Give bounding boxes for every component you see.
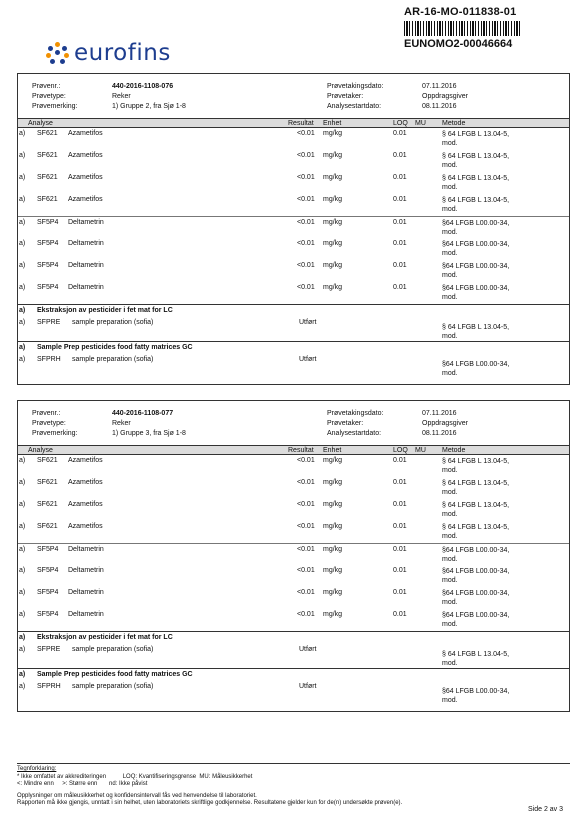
- prep-group-title: Sample Prep pesticides food fatty matrices GC: [37, 671, 193, 678]
- method-value: [442, 284, 509, 302]
- result-value: <0.01: [297, 262, 315, 269]
- prep-method: [442, 650, 509, 668]
- unit-value: mg/kg: [323, 240, 343, 247]
- result-value: <0.01: [297, 219, 315, 226]
- loq-value: 0.01: [393, 457, 407, 464]
- method-value: [442, 589, 509, 607]
- method-value: [442, 501, 509, 519]
- col-loq: LOQ: [393, 120, 408, 127]
- result-value: <0.01: [297, 479, 315, 486]
- table-row: [18, 150, 569, 172]
- table-row: [18, 565, 569, 587]
- sample-marking-value: 1) Gruppe 3, fra Sjø 1-8: [112, 430, 186, 437]
- accreditation-mark: a): [19, 174, 26, 181]
- method-line-1: § 64 LFGB L 13.04-5,: [442, 153, 510, 160]
- sample-type-label: Prøvetype:: [32, 93, 66, 100]
- method-value: [442, 240, 509, 258]
- result-value: <0.01: [297, 611, 315, 618]
- sample-marking-label: Prøvemerking:: [32, 103, 78, 110]
- prep-group-header: [18, 341, 569, 354]
- method-value: [442, 523, 509, 541]
- table-row: [18, 609, 569, 631]
- accreditation-mark: a): [19, 683, 26, 690]
- table-row: [18, 282, 569, 304]
- table-row: [18, 194, 569, 216]
- accreditation-mark: a): [19, 196, 26, 203]
- prep-group-mark: a): [19, 634, 26, 641]
- accreditation-mark: a): [19, 523, 26, 530]
- method-value: [442, 546, 509, 564]
- prep-result: Utført: [299, 646, 317, 653]
- method-line-2: mod.: [442, 370, 458, 377]
- analysis-code: SF621: [37, 196, 58, 203]
- method-line-2: mod.: [442, 184, 458, 191]
- prep-method: [442, 687, 509, 705]
- loq-value: 0.01: [393, 589, 407, 596]
- analysis-name: Azametifos: [68, 152, 103, 159]
- prep-group-header: [18, 668, 569, 681]
- unit-value: mg/kg: [323, 546, 343, 553]
- unit-value: mg/kg: [323, 152, 343, 159]
- sampling-date-value: 07.11.2016: [422, 410, 457, 417]
- column-header: [18, 445, 569, 455]
- method-line-1: § 64 LFGB L 13.04-5,: [442, 524, 510, 531]
- method-line-2: mod.: [442, 533, 458, 540]
- sampling-date-label: Prøvetakingsdato:: [327, 83, 384, 90]
- analysis-name: Azametifos: [68, 479, 103, 486]
- prep-name: sample preparation (sofia): [72, 356, 154, 363]
- method-line-1: §64 LFGB L00.00-34,: [442, 220, 510, 227]
- method-value: [442, 196, 509, 214]
- col-loq: LOQ: [393, 447, 408, 454]
- loq-value: 0.01: [393, 523, 407, 530]
- accreditation-mark: a): [19, 479, 26, 486]
- table-row: [18, 477, 569, 499]
- result-value: <0.01: [297, 152, 315, 159]
- col-method: Metode: [442, 120, 466, 127]
- table-row: [18, 499, 569, 521]
- method-line-1: §64 LFGB L00.00-34,: [442, 241, 510, 248]
- method-line-1: §64 LFGB L00.00-34,: [442, 612, 510, 619]
- legend-line-2: <: Mindre enn >: Større enn nd: Ikke påvist: [17, 781, 148, 787]
- analysis-start-value: 08.11.2016: [422, 103, 457, 110]
- prep-method: [442, 323, 509, 341]
- method-line-1: § 64 LFGB L 13.04-5,: [442, 651, 510, 658]
- prep-row: [18, 354, 569, 378]
- method-line-1: §64 LFGB L00.00-34,: [442, 263, 510, 270]
- col-unit: Enhet: [323, 120, 342, 127]
- analysis-code: SF621: [37, 501, 58, 508]
- method-line-2: mod.: [442, 511, 458, 518]
- legend-line-4: Rapporten må ikke gjengis, unntatt i sin helhet, uten laboratoriets skriftlige godkjennelse. Resultatene gjelder kun for de(n) undersøkte prøven(e).: [17, 800, 403, 806]
- analysis-code: SF5P4: [37, 262, 59, 269]
- analysis-name: Azametifos: [68, 523, 103, 530]
- accreditation-mark: a): [19, 589, 26, 596]
- method-line-2: mod.: [442, 294, 458, 301]
- analysis-name: Deltametrin: [68, 611, 104, 618]
- accreditation-mark: a): [19, 567, 26, 574]
- sample-marking-value: 1) Gruppe 2, fra Sjø 1-8: [112, 103, 186, 110]
- col-method: Metode: [442, 447, 466, 454]
- loq-value: 0.01: [393, 196, 407, 203]
- analysis-code: SF5P4: [37, 219, 59, 226]
- prep-result: Utført: [299, 683, 317, 690]
- prep-name: sample preparation (sofia): [72, 646, 154, 653]
- prep-name: sample preparation (sofia): [72, 319, 154, 326]
- method-line-2: mod.: [442, 621, 458, 628]
- method-line-2: mod.: [442, 206, 458, 213]
- sample-meta: [18, 401, 569, 445]
- method-line-1: § 64 LFGB L 13.04-5,: [442, 502, 510, 509]
- method-line-2: mod.: [442, 577, 458, 584]
- method-line-1: § 64 LFGB L 13.04-5,: [442, 131, 510, 138]
- table-row: [18, 238, 569, 260]
- method-line-1: §64 LFGB L00.00-34,: [442, 361, 510, 368]
- analysis-name: Deltametrin: [68, 589, 104, 596]
- result-value: <0.01: [297, 546, 315, 553]
- accreditation-mark: a): [19, 319, 26, 326]
- prep-method: [442, 360, 509, 378]
- method-value: [442, 457, 509, 475]
- analysis-start-label: Analysestartdato:: [327, 430, 382, 437]
- accreditation-mark: a): [19, 457, 26, 464]
- legend: [17, 763, 577, 808]
- unit-value: mg/kg: [323, 501, 343, 508]
- method-line-2: mod.: [442, 660, 458, 667]
- analysis-code: SF5P4: [37, 567, 59, 574]
- method-line-2: mod.: [442, 272, 458, 279]
- accreditation-mark: a): [19, 219, 26, 226]
- analysis-code: SF5P4: [37, 284, 59, 291]
- analysis-code: SF5P4: [37, 589, 59, 596]
- analysis-name: Azametifos: [68, 501, 103, 508]
- analysis-code: SF621: [37, 523, 58, 530]
- result-value: <0.01: [297, 523, 315, 530]
- sampler-label: Prøvetaker:: [327, 93, 364, 100]
- method-line-1: § 64 LFGB L 13.04-5,: [442, 175, 510, 182]
- table-row: [18, 216, 569, 238]
- analysis-name: Deltametrin: [68, 546, 104, 553]
- col-mu: MU: [415, 447, 426, 454]
- method-line-1: §64 LFGB L00.00-34,: [442, 590, 510, 597]
- prep-result: Utført: [299, 319, 317, 326]
- unit-value: mg/kg: [323, 567, 343, 574]
- prep-group-mark: a): [19, 344, 26, 351]
- unit-value: mg/kg: [323, 262, 343, 269]
- unit-value: mg/kg: [323, 479, 343, 486]
- method-value: [442, 174, 509, 192]
- sample-type-value: Reker: [112, 93, 131, 100]
- method-line-2: mod.: [442, 333, 458, 340]
- sample-no-label: Prøvenr.:: [32, 410, 61, 417]
- logo-dots-icon: [46, 42, 70, 64]
- accreditation-mark: a): [19, 284, 26, 291]
- analysis-name: Azametifos: [68, 457, 103, 464]
- prep-group-title: Sample Prep pesticides food fatty matrices GC: [37, 344, 193, 351]
- accreditation-mark: a): [19, 546, 26, 553]
- method-value: [442, 152, 509, 170]
- unit-value: mg/kg: [323, 284, 343, 291]
- prep-group-mark: a): [19, 307, 26, 314]
- prep-row: [18, 644, 569, 668]
- loq-value: 0.01: [393, 611, 407, 618]
- col-analysis: Analyse: [28, 447, 53, 454]
- method-line-1: § 64 LFGB L 13.04-5,: [442, 197, 510, 204]
- analysis-name: Deltametrin: [68, 240, 104, 247]
- page-number: Side 2 av 3: [528, 806, 564, 813]
- method-line-1: § 64 LFGB L 13.04-5,: [442, 480, 510, 487]
- unit-value: mg/kg: [323, 457, 343, 464]
- method-line-2: mod.: [442, 489, 458, 496]
- loq-value: 0.01: [393, 284, 407, 291]
- analysis-start-value: 08.11.2016: [422, 430, 457, 437]
- prep-row: [18, 681, 569, 705]
- legend-line-1: * Ikke omfattet av akkrediteringen LOQ: Kvantifiseringsgrense MU: Måleusikkerhet: [17, 773, 253, 780]
- method-line-1: §64 LFGB L00.00-34,: [442, 688, 510, 695]
- prep-row: [18, 317, 569, 341]
- table-row: [18, 587, 569, 609]
- loq-value: 0.01: [393, 262, 407, 269]
- analysis-start-label: Analysestartdato:: [327, 103, 382, 110]
- analysis-code: SF5P4: [37, 546, 59, 553]
- legend-line-3: Opplysninger om måleusikkerhet og konfidensintervall fås ved henvendelse til laboratoriet.: [17, 792, 257, 799]
- analysis-name: Deltametrin: [68, 567, 104, 574]
- sample-block-2: [17, 400, 570, 712]
- analysis-code: SF621: [37, 152, 58, 159]
- table-row: [18, 521, 569, 543]
- result-value: <0.01: [297, 196, 315, 203]
- result-value: <0.01: [297, 567, 315, 574]
- unit-value: mg/kg: [323, 130, 343, 137]
- analysis-name: Azametifos: [68, 130, 103, 137]
- method-value: [442, 219, 509, 237]
- method-line-2: mod.: [442, 140, 458, 147]
- loq-value: 0.01: [393, 567, 407, 574]
- unit-value: mg/kg: [323, 589, 343, 596]
- method-line-2: mod.: [442, 467, 458, 474]
- sample-no-value: 440-2016-1108-077: [112, 410, 174, 417]
- unit-value: mg/kg: [323, 219, 343, 226]
- column-header: [18, 118, 569, 128]
- accreditation-mark: a): [19, 646, 26, 653]
- sampling-date-label: Prøvetakingsdato:: [327, 410, 384, 417]
- loq-value: 0.01: [393, 219, 407, 226]
- method-line-1: §64 LFGB L00.00-34,: [442, 547, 510, 554]
- loq-value: 0.01: [393, 546, 407, 553]
- prep-group-title: Ekstraksjon av pesticider i fet mat for LC: [37, 634, 173, 641]
- barcode: [404, 21, 522, 36]
- method-line-2: mod.: [442, 599, 458, 606]
- accreditation-mark: a): [19, 611, 26, 618]
- method-line-1: §64 LFGB L00.00-34,: [442, 568, 510, 575]
- method-value: [442, 567, 509, 585]
- analysis-name: Azametifos: [68, 196, 103, 203]
- result-value: <0.01: [297, 130, 315, 137]
- sample-type-label: Prøvetype:: [32, 420, 66, 427]
- col-unit: Enhet: [323, 447, 342, 454]
- method-line-1: § 64 LFGB L 13.04-5,: [442, 324, 510, 331]
- sample-no-value: 440-2016-1108-076: [112, 83, 174, 90]
- accreditation-mark: a): [19, 152, 26, 159]
- analysis-name: Deltametrin: [68, 219, 104, 226]
- loq-value: 0.01: [393, 152, 407, 159]
- loq-value: 0.01: [393, 130, 407, 137]
- prep-group-title: Ekstraksjon av pesticider i fet mat for LC: [37, 307, 173, 314]
- method-line-2: mod.: [442, 556, 458, 563]
- method-value: [442, 479, 509, 497]
- prep-code: SFPRH: [37, 683, 61, 690]
- method-line-2: mod.: [442, 229, 458, 236]
- result-value: <0.01: [297, 284, 315, 291]
- report-sub-id: EUNOMO2-00046664: [404, 38, 513, 50]
- accreditation-mark: a): [19, 501, 26, 508]
- prep-group-header: [18, 631, 569, 644]
- report-id: AR-16-MO-011838-01: [404, 6, 517, 18]
- table-row: [18, 260, 569, 282]
- result-value: <0.01: [297, 174, 315, 181]
- accreditation-mark: a): [19, 130, 26, 137]
- analysis-name: Azametifos: [68, 174, 103, 181]
- analysis-code: SF5P4: [37, 611, 59, 618]
- accreditation-mark: a): [19, 240, 26, 247]
- analysis-code: SF5P4: [37, 240, 59, 247]
- analysis-code: SF621: [37, 130, 58, 137]
- result-value: <0.01: [297, 240, 315, 247]
- table-row: [18, 543, 569, 565]
- analysis-code: SF621: [37, 457, 58, 464]
- method-line-1: § 64 LFGB L 13.04-5,: [442, 458, 510, 465]
- loq-value: 0.01: [393, 240, 407, 247]
- unit-value: mg/kg: [323, 174, 343, 181]
- method-line-2: mod.: [442, 697, 458, 704]
- sample-block-1: [17, 73, 570, 385]
- analysis-name: Deltametrin: [68, 262, 104, 269]
- prep-group-mark: a): [19, 671, 26, 678]
- method-line-2: mod.: [442, 162, 458, 169]
- result-value: <0.01: [297, 501, 315, 508]
- analysis-name: Deltametrin: [68, 284, 104, 291]
- sampler-value: Oppdragsgiver: [422, 420, 468, 427]
- sample-marking-label: Prøvemerking:: [32, 430, 78, 437]
- prep-group-header: [18, 304, 569, 317]
- eurofins-logo: [46, 40, 171, 66]
- col-result: Resultat: [288, 120, 314, 127]
- method-value: [442, 262, 509, 280]
- prep-result: Utført: [299, 356, 317, 363]
- table-row: [18, 455, 569, 477]
- loq-value: 0.01: [393, 174, 407, 181]
- sample-type-value: Reker: [112, 420, 131, 427]
- table-row: [18, 172, 569, 194]
- accreditation-mark: a): [19, 356, 26, 363]
- prep-code: SFPRE: [37, 646, 61, 653]
- col-mu: MU: [415, 120, 426, 127]
- analysis-code: SF621: [37, 174, 58, 181]
- unit-value: mg/kg: [323, 523, 343, 530]
- prep-code: SFPRE: [37, 319, 61, 326]
- sampler-label: Prøvetaker:: [327, 420, 364, 427]
- unit-value: mg/kg: [323, 611, 343, 618]
- col-analysis: Analyse: [28, 120, 53, 127]
- method-line-2: mod.: [442, 250, 458, 257]
- method-line-1: §64 LFGB L00.00-34,: [442, 285, 510, 292]
- sampling-date-value: 07.11.2016: [422, 83, 457, 90]
- method-value: [442, 611, 509, 629]
- sample-no-label: Prøvenr.:: [32, 83, 61, 90]
- prep-code: SFPRH: [37, 356, 61, 363]
- table-row: [18, 128, 569, 150]
- loq-value: 0.01: [393, 501, 407, 508]
- sampler-value: Oppdragsgiver: [422, 93, 468, 100]
- method-value: [442, 130, 509, 148]
- accreditation-mark: a): [19, 262, 26, 269]
- legend-heading: Tegnforklaring:: [17, 766, 57, 772]
- analysis-code: SF621: [37, 479, 58, 486]
- result-value: <0.01: [297, 457, 315, 464]
- prep-name: sample preparation (sofia): [72, 683, 154, 690]
- result-value: <0.01: [297, 589, 315, 596]
- sample-meta: [18, 74, 569, 118]
- col-result: Resultat: [288, 447, 314, 454]
- logo-text: eurofins: [74, 40, 171, 66]
- loq-value: 0.01: [393, 479, 407, 486]
- unit-value: mg/kg: [323, 196, 343, 203]
